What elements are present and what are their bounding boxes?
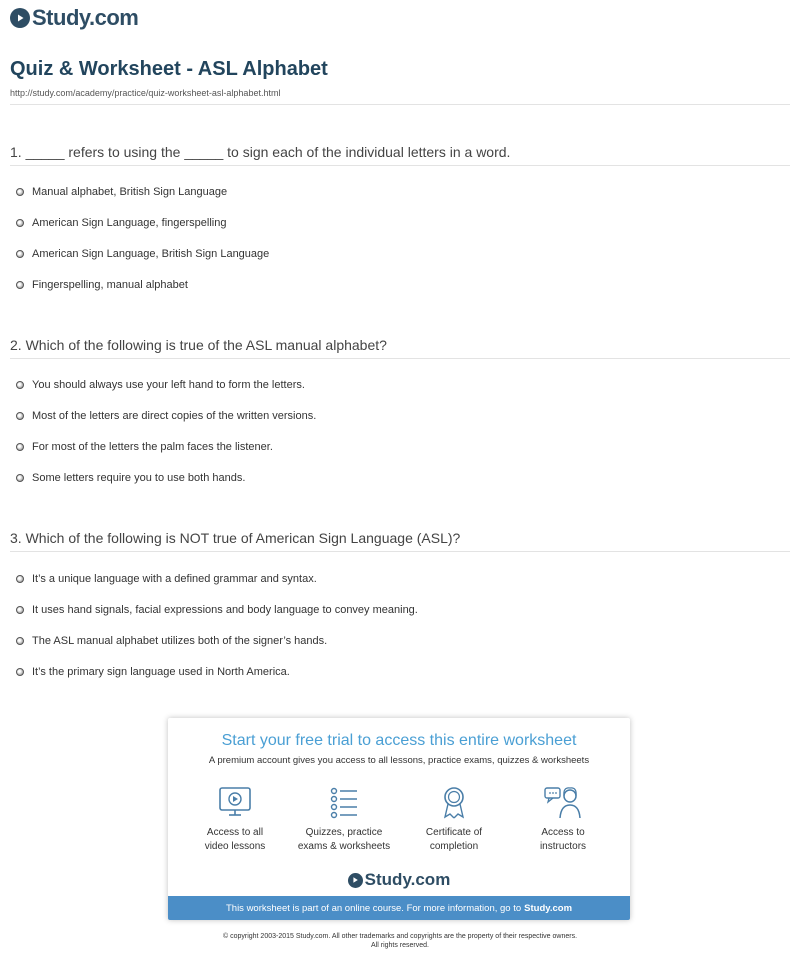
copyright-line2: All rights reserved. bbox=[371, 942, 429, 949]
option-label: You should always use your left hand to form the letters. bbox=[32, 379, 305, 391]
feature-quizzes bbox=[294, 784, 394, 854]
copyright-line1: © copyright 2003-2015 Study.com. All other trademarks and copyrights are the property of their respective owners. bbox=[222, 933, 578, 940]
divider bbox=[10, 165, 790, 166]
feature-label-line1: Access to all bbox=[206, 827, 264, 838]
radio-button-icon[interactable] bbox=[16, 188, 24, 196]
option-label: Most of the letters are direct copies of the written versions. bbox=[32, 410, 317, 422]
quiz-list-icon bbox=[326, 784, 362, 820]
feature-label-line2: completion bbox=[429, 841, 479, 852]
option-label: American Sign Language, British Sign Language bbox=[32, 248, 270, 260]
feature-label-line1: Quizzes, practice bbox=[305, 827, 383, 838]
feature-video-lessons bbox=[185, 784, 285, 854]
option-label: For most of the letters the palm faces the listener. bbox=[32, 441, 273, 453]
answer-option[interactable] bbox=[16, 635, 327, 647]
answer-option[interactable] bbox=[16, 666, 290, 678]
question-3: 3. Which of the following is NOT true of American Sign Language (ASL)? bbox=[10, 530, 461, 546]
radio-button-icon[interactable] bbox=[16, 443, 24, 451]
play-icon bbox=[10, 8, 30, 28]
divider bbox=[10, 551, 790, 552]
option-label: It’s the primary sign language used in North America. bbox=[32, 666, 290, 678]
question-1: 1. _____ refers to using the _____ to sign each of the individual letters in a word. bbox=[10, 144, 511, 160]
promo-subheading: A premium account gives you access to all lessons, practice exams, quizzes & worksheets bbox=[208, 755, 590, 766]
play-icon bbox=[348, 873, 363, 888]
feature-label-line2: video lessons bbox=[204, 841, 266, 852]
copyright bbox=[0, 932, 800, 950]
radio-button-icon[interactable] bbox=[16, 668, 24, 676]
feature-certificate bbox=[404, 784, 504, 854]
option-label: The ASL manual alphabet utilizes both of the signer’s hands. bbox=[32, 635, 328, 647]
page-url[interactable]: http://study.com/academy/practice/quiz-worksheet-asl-alphabet.html bbox=[10, 88, 281, 98]
option-label: It uses hand signals, facial expressions and body language to convey meaning. bbox=[32, 604, 418, 616]
promo-heading[interactable]: Start your free trial to access this entire worksheet bbox=[221, 732, 577, 749]
feature-label-line2: instructors bbox=[539, 841, 587, 852]
answer-option[interactable] bbox=[16, 441, 273, 453]
promo-logo-text: Study.com bbox=[364, 870, 451, 889]
feature-label-line2: exams & worksheets bbox=[297, 841, 391, 852]
divider bbox=[10, 358, 790, 359]
answer-option[interactable] bbox=[16, 279, 188, 291]
radio-button-icon[interactable] bbox=[16, 412, 24, 420]
answer-option[interactable] bbox=[16, 604, 418, 616]
page-title: Quiz & Worksheet - ASL Alphabet bbox=[10, 58, 328, 80]
radio-button-icon[interactable] bbox=[16, 281, 24, 289]
answer-option[interactable] bbox=[16, 472, 245, 484]
radio-button-icon[interactable] bbox=[16, 219, 24, 227]
option-label: Fingerspelling, manual alphabet bbox=[32, 279, 188, 291]
option-label: American Sign Language, fingerspelling bbox=[32, 217, 227, 229]
answer-option[interactable] bbox=[16, 379, 305, 391]
option-label: Some letters require you to use both hands. bbox=[32, 472, 246, 484]
promo-footer-text: This worksheet is part of an online course. For more information, go to bbox=[225, 902, 522, 914]
radio-button-icon[interactable] bbox=[16, 474, 24, 482]
certificate-icon bbox=[436, 784, 472, 820]
divider bbox=[10, 104, 790, 105]
study-logo[interactable] bbox=[10, 5, 138, 31]
radio-button-icon[interactable] bbox=[16, 606, 24, 614]
option-label: It’s a unique language with a defined grammar and syntax. bbox=[32, 573, 317, 585]
answer-option[interactable] bbox=[16, 573, 317, 585]
answer-option[interactable] bbox=[16, 410, 316, 422]
answer-option[interactable] bbox=[16, 248, 269, 260]
answer-option[interactable] bbox=[16, 217, 226, 229]
logo-text: Study.com bbox=[32, 5, 139, 30]
video-lesson-icon bbox=[217, 784, 253, 820]
radio-button-icon[interactable] bbox=[16, 381, 24, 389]
question-2: 2. Which of the following is true of the ASL manual alphabet? bbox=[10, 337, 387, 353]
radio-button-icon[interactable] bbox=[16, 637, 24, 645]
radio-button-icon[interactable] bbox=[16, 250, 24, 258]
feature-label-line1: Certificate of bbox=[425, 827, 483, 838]
radio-button-icon[interactable] bbox=[16, 575, 24, 583]
promo-footer-bar bbox=[168, 896, 630, 920]
instructor-icon bbox=[543, 784, 583, 820]
feature-instructors bbox=[513, 784, 613, 854]
free-trial-promo bbox=[168, 718, 630, 920]
feature-label-line1: Access to bbox=[541, 827, 585, 838]
answer-option[interactable] bbox=[16, 186, 227, 198]
promo-study-logo[interactable] bbox=[168, 870, 630, 890]
option-label: Manual alphabet, British Sign Language bbox=[32, 186, 228, 198]
promo-footer-link[interactable]: Study.com bbox=[524, 902, 573, 914]
